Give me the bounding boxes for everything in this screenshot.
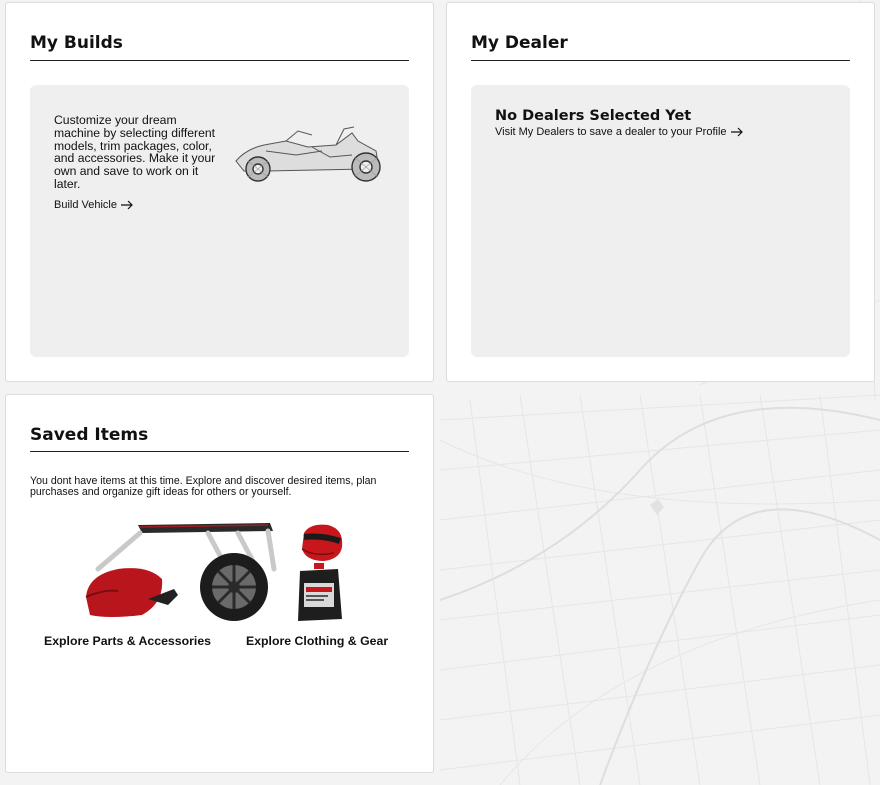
no-dealers-heading: No Dealers Selected Yet [495,108,692,124]
my-builds-card [5,2,434,382]
my-builds-title: My Builds [30,33,123,53]
explore-clothing-gear-link[interactable]: Explore Clothing & Gear [246,634,389,648]
saved-items-divider [30,451,409,452]
arrow-right-icon [730,127,744,137]
clothing-gear-image[interactable] [294,523,354,623]
arrow-right-icon [120,200,134,210]
my-builds-description: Customize your dream machine by selecting different models, trim packages, color, and accessories. Make it your own and save to work on it later. [54,113,216,191]
parts-accessories-image[interactable] [78,519,278,625]
my-dealer-panel [471,85,850,357]
saved-items-card [5,394,434,773]
visit-my-dealers-label: Visit My Dealers to save a dealer to your Profile [495,126,727,138]
my-dealer-title: My Dealer [471,33,568,53]
build-vehicle-link[interactable] [54,199,134,211]
my-dealer-card [446,2,875,382]
my-builds-divider [30,60,409,61]
build-vehicle-label: Build Vehicle [54,199,117,211]
my-dealer-divider [471,60,850,61]
saved-items-title: Saved Items [30,425,149,445]
vehicle-sketch-image [226,121,386,185]
visit-my-dealers-link[interactable] [495,126,744,138]
saved-items-description: You dont have items at this time. Explore and discover desired items, plan purchases and organize gift ideas for others or yourself. [30,475,377,499]
explore-parts-accessories-link[interactable]: Explore Parts & Accessories [44,634,212,648]
my-builds-panel [30,85,409,357]
